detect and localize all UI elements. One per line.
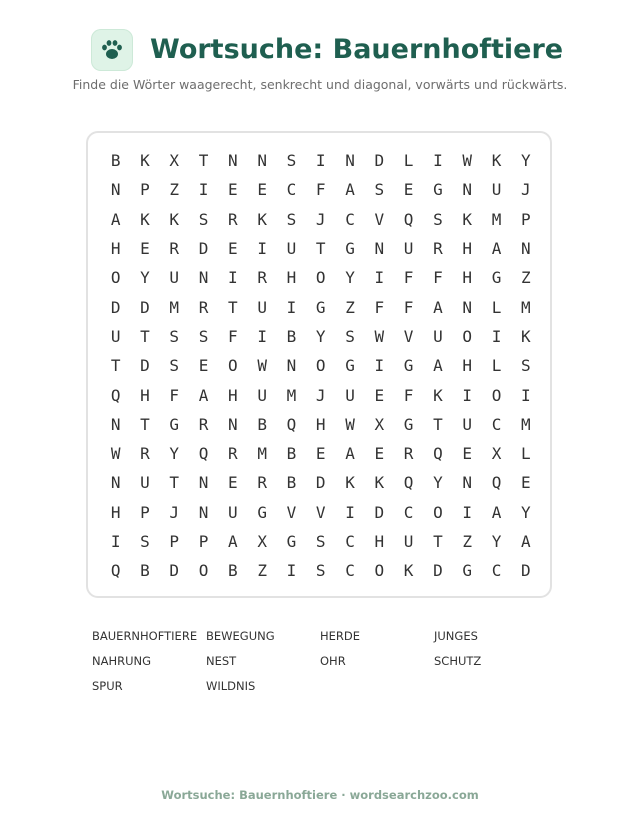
grid-cell: F [228, 326, 238, 346]
grid-cell: U [345, 385, 355, 405]
page-title: Wortsuche: Bauernhoftiere [150, 34, 564, 65]
grid-cell: G [403, 356, 414, 376]
grid-cell: H [228, 385, 238, 405]
grid-cell: O [198, 561, 209, 581]
grid-cell: Z [520, 268, 531, 288]
grid-cell: M [520, 414, 531, 434]
grid-cell: W [110, 444, 121, 464]
grid-cell: K [374, 473, 385, 493]
footer: Wortsuche: Bauernhoftiere · wordsearchzoo.com [161, 788, 479, 802]
grid-cell: B [228, 561, 238, 581]
grid-cell: L [491, 297, 502, 317]
grid-cell: F [433, 268, 443, 288]
grid-cell: U [403, 239, 414, 259]
grid-cell: D [140, 297, 150, 317]
grid-cell: B [286, 473, 297, 493]
grid-cell: U [257, 297, 267, 317]
grid-cell: N [110, 180, 121, 200]
grid-cell: D [520, 561, 531, 581]
grid-cell: K [257, 209, 267, 229]
grid-cell: P [140, 180, 150, 200]
grid-cell: T [140, 414, 150, 434]
grid-cell: E [198, 356, 209, 376]
grid-cell: S [198, 209, 209, 229]
grid-cell: T [169, 473, 180, 493]
grid-cell: E [228, 180, 238, 200]
grid-cell: K [433, 385, 443, 405]
grid-cell: I [462, 502, 473, 522]
grid-cell: B [286, 444, 297, 464]
grid-cell: T [228, 297, 238, 317]
grid-cell: D [198, 239, 209, 259]
logo-badge [91, 29, 133, 71]
grid-cell: E [315, 444, 326, 464]
grid-cell: G [169, 414, 180, 434]
grid-cell: A [433, 356, 443, 376]
grid-cell: C [286, 180, 297, 200]
grid-cell: B [140, 561, 150, 581]
grid-cell: I [257, 326, 267, 346]
grid-cell: H [110, 239, 121, 259]
grid-cell: I [286, 561, 297, 581]
grid-cell: Y [315, 326, 326, 346]
grid-cell: D [140, 356, 150, 376]
grid-cell: L [491, 356, 502, 376]
grid-cell: E [374, 444, 385, 464]
grid-cell: O [228, 356, 238, 376]
grid-cell: N [228, 414, 238, 434]
grid-cell: N [520, 239, 531, 259]
grid-cell: Q [110, 561, 121, 581]
grid-cell: G [345, 356, 355, 376]
grid-cell: O [433, 502, 443, 522]
word-list-item: NAHRUNG [92, 654, 152, 668]
grid-cell: X [169, 151, 180, 171]
grid-cell: Q [286, 414, 297, 434]
grid-cell: O [110, 268, 121, 288]
grid-cell: Y [169, 444, 180, 464]
grid-cell: N [228, 151, 238, 171]
grid-cell: R [228, 444, 238, 464]
grid-cell: J [520, 180, 531, 200]
grid-cell: I [228, 268, 238, 288]
grid-cell: V [374, 209, 385, 229]
grid-cell: C [491, 561, 502, 581]
grid-cell: Q [110, 385, 121, 405]
grid-cell: Z [257, 561, 267, 581]
grid-cell: S [345, 326, 355, 346]
grid-cell: V [403, 326, 414, 346]
grid-cell: M [169, 297, 180, 317]
grid-cell: W [345, 414, 355, 434]
grid-cell: R [169, 239, 180, 259]
grid-cell: I [520, 385, 531, 405]
grid-cell: P [198, 532, 209, 551]
grid-cell: S [140, 532, 150, 551]
grid-cell: C [345, 532, 355, 551]
word-list-item: NEST [206, 654, 237, 668]
grid-cell: K [520, 326, 531, 346]
grid-cell: R [257, 268, 267, 288]
word-list-item: HERDE [320, 629, 361, 643]
grid-cell: I [286, 297, 297, 317]
grid-cell: W [257, 356, 267, 376]
grid-cell: I [110, 532, 121, 551]
grid-cell: I [257, 239, 267, 259]
grid-cell: R [433, 239, 443, 259]
grid-cell: U [433, 326, 443, 346]
grid-cell: D [433, 561, 443, 581]
grid-cell: U [491, 180, 502, 200]
grid-cell: A [491, 239, 502, 259]
grid-cell: S [315, 561, 326, 581]
grid-cell: E [228, 473, 238, 493]
word-list-item: SCHUTZ [434, 654, 482, 668]
grid-cell: I [491, 326, 502, 346]
grid-cell: U [110, 326, 121, 346]
grid-cell: A [228, 532, 238, 551]
grid-cell: Z [169, 180, 180, 200]
grid-cell: G [257, 502, 267, 522]
grid-cell: C [403, 502, 414, 522]
grid-cell: R [198, 297, 209, 317]
grid-cell: R [257, 473, 267, 493]
grid-cell: G [491, 268, 502, 288]
grid-cell: B [110, 151, 121, 171]
grid-cell: B [286, 326, 297, 346]
grid-cell: S [198, 326, 209, 346]
grid-cell: E [403, 180, 414, 200]
grid-cell: P [140, 502, 150, 522]
grid-cell: T [110, 356, 121, 376]
grid-cell: H [140, 385, 150, 405]
grid-cell: S [374, 180, 385, 200]
grid-cell: U [257, 385, 267, 405]
grid-cell: K [345, 473, 355, 493]
grid-cell: B [257, 414, 267, 434]
grid-cell: X [257, 532, 267, 551]
grid-cell: O [315, 268, 326, 288]
grid-cell: I [345, 502, 355, 522]
grid-cell: H [462, 268, 473, 288]
grid-cell: H [374, 532, 385, 551]
grid-cell: E [140, 239, 150, 259]
grid-cell: D [374, 502, 385, 522]
grid-cell: C [345, 561, 355, 581]
grid-cell: T [433, 532, 443, 551]
grid-cell: E [374, 385, 385, 405]
grid-cell: M [257, 444, 267, 464]
grid-cell: M [491, 209, 502, 229]
grid-cell: M [286, 385, 297, 405]
grid-cell: U [286, 239, 297, 259]
grid-cell: G [462, 561, 473, 581]
grid-cell: H [286, 268, 297, 288]
grid-cell: N [198, 268, 209, 288]
grid-cell: N [374, 239, 385, 259]
grid-cell: L [403, 151, 414, 171]
grid-cell: P [520, 209, 531, 229]
grid-cell: D [374, 151, 385, 171]
grid-cell: R [403, 444, 414, 464]
grid-cell: R [228, 209, 238, 229]
grid-cell: H [110, 502, 121, 522]
grid-cell: V [286, 502, 297, 522]
grid-cell: P [169, 532, 180, 551]
grid-cell: E [257, 180, 267, 200]
grid-cell: S [433, 209, 443, 229]
grid-cell: O [491, 385, 502, 405]
grid-cell: H [462, 239, 473, 259]
grid-cell: I [462, 385, 473, 405]
grid-cell: I [374, 356, 385, 376]
grid-cell: U [169, 268, 180, 288]
grid-cell: X [374, 414, 385, 434]
grid-cell: A [433, 297, 443, 317]
letter-grid [101, 146, 540, 585]
grid-cell: S [169, 356, 180, 376]
grid-cell: I [198, 180, 209, 200]
grid-cell: A [491, 502, 502, 522]
grid-cell: N [286, 356, 297, 376]
grid-cell: R [198, 414, 209, 434]
grid-cell: G [433, 180, 443, 200]
grid-cell: L [520, 444, 531, 464]
grid-cell: K [169, 209, 180, 229]
grid-cell: F [315, 180, 326, 200]
grid-cell: X [491, 444, 502, 464]
word-list-item: BEWEGUNG [206, 629, 275, 643]
header [0, 28, 640, 78]
grid-cell: Y [433, 473, 443, 493]
grid-cell: N [462, 180, 473, 200]
grid-cell: N [462, 473, 473, 493]
grid-cell: K [403, 561, 414, 581]
grid-cell: N [462, 297, 473, 317]
word-list-item: JUNGES [434, 629, 478, 643]
grid-cell: Z [345, 297, 355, 317]
grid-cell: W [374, 326, 385, 346]
grid-cell: C [491, 414, 502, 434]
grid-cell: O [315, 356, 326, 376]
grid-cell: U [403, 532, 414, 551]
grid-cell: G [345, 239, 355, 259]
grid-cell: E [520, 473, 531, 493]
grid-cell: D [315, 473, 326, 493]
grid-cell: I [374, 268, 385, 288]
grid-cell: I [315, 151, 326, 171]
grid-cell: D [169, 561, 180, 581]
grid-cell: Q [433, 444, 443, 464]
grid-cell: E [462, 444, 473, 464]
grid-cell: Q [403, 473, 414, 493]
grid-cell: S [520, 356, 531, 376]
grid-cell: Y [520, 151, 531, 171]
grid-cell: Z [462, 532, 473, 551]
grid-cell: H [315, 414, 326, 434]
grid-cell: D [110, 297, 121, 317]
grid-cell: U [228, 502, 238, 522]
grid-cell: A [345, 444, 355, 464]
grid-cell: V [315, 502, 326, 522]
grid-cell: F [374, 297, 385, 317]
grid-cell: G [403, 414, 414, 434]
grid-cell: A [198, 385, 209, 405]
grid-cell: Y [345, 268, 355, 288]
grid-cell: Q [198, 444, 209, 464]
grid-cell: O [462, 326, 473, 346]
grid-cell: S [286, 151, 297, 171]
grid-cell: N [198, 473, 209, 493]
grid-cell: T [198, 151, 209, 171]
grid-cell: N [345, 151, 355, 171]
grid-cell: G [315, 297, 326, 317]
grid-cell: S [169, 326, 180, 346]
grid-cell: A [345, 180, 355, 200]
instructions: Finde die Wörter waagerecht, senkrecht und diagonal, vorwärts und rückwärts. [72, 77, 568, 92]
grid-cell: U [140, 473, 150, 493]
grid-cell: K [140, 209, 150, 229]
grid-cell: A [110, 209, 121, 229]
grid-cell: F [169, 385, 180, 405]
grid-cell: S [315, 532, 326, 551]
word-list-item: BAUERNHOFTIERE [92, 629, 198, 643]
grid-cell: G [286, 532, 297, 551]
grid-cell: E [228, 239, 238, 259]
grid-cell: N [198, 502, 209, 522]
grid-cell: A [520, 532, 531, 551]
grid-cell: U [462, 414, 473, 434]
grid-cell: J [315, 209, 326, 229]
word-list-item: WILDNIS [206, 679, 256, 693]
grid-cell: K [140, 151, 150, 171]
grid-cell: F [403, 268, 414, 288]
grid-cell: I [433, 151, 443, 171]
grid-cell: C [345, 209, 355, 229]
grid-cell: Q [403, 209, 414, 229]
word-list-item: SPUR [92, 679, 123, 693]
grid-cell: N [110, 414, 121, 434]
grid-cell: Y [491, 532, 502, 551]
grid-cell: T [315, 239, 326, 259]
grid-cell: T [433, 414, 443, 434]
grid-cell: J [169, 502, 180, 522]
grid-cell: Q [491, 473, 502, 493]
grid-cell: K [491, 151, 502, 171]
grid-cell: M [520, 297, 531, 317]
grid-cell: J [315, 385, 326, 405]
grid-cell: O [374, 561, 385, 581]
word-list [92, 629, 548, 704]
grid-cell: F [403, 385, 414, 405]
grid-cell: R [140, 444, 150, 464]
grid-cell: W [462, 151, 473, 171]
grid-cell: N [257, 151, 267, 171]
grid-cell: F [403, 297, 414, 317]
word-list-item: OHR [320, 654, 346, 668]
grid-cell: Y [520, 502, 531, 522]
grid-cell: Y [140, 268, 150, 288]
grid-cell: S [286, 209, 297, 229]
grid-cell: N [110, 473, 121, 493]
grid-cell: K [462, 209, 473, 229]
grid-cell: H [462, 356, 473, 376]
grid-cell: T [140, 326, 150, 346]
